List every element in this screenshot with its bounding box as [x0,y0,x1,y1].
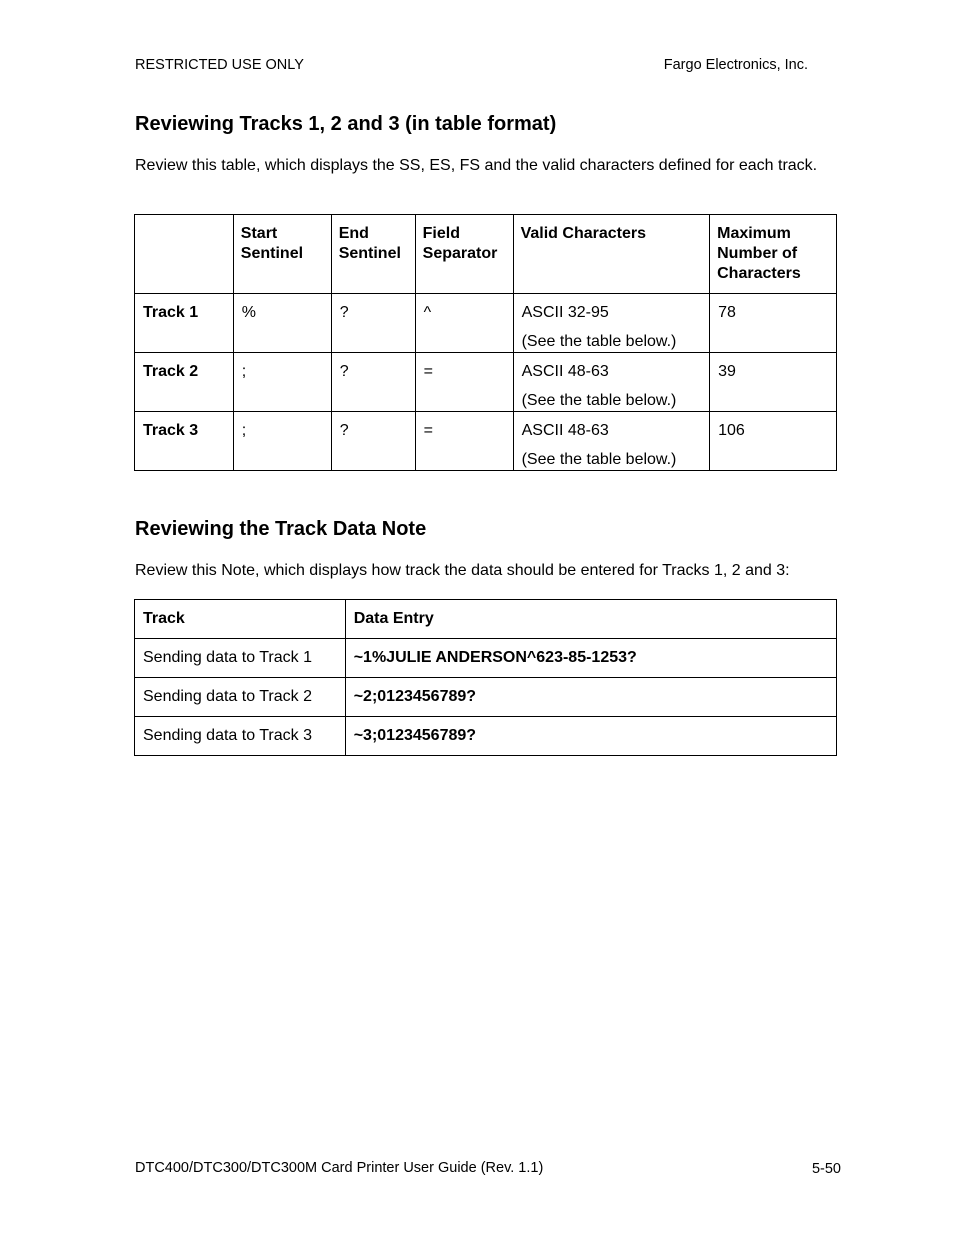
valid-characters-cell [513,353,710,412]
section-title-tracks: Reviewing Tracks 1, 2 and 3 (in table format) [135,113,557,135]
data-entry-value: ~1%JULIE ANDERSON^623-85-1253? [345,639,836,678]
valid-characters-note: (See the table below.) [521,451,677,468]
table-row [135,294,837,353]
table-row [135,678,837,717]
table-row [135,717,837,756]
start-sentinel-value: % [233,294,331,353]
valid-characters-value: ASCII 48-63 [521,363,609,380]
data-entry-value: ~2;0123456789? [345,678,836,717]
table-row [135,353,837,412]
tracks-table [134,214,837,471]
track-label: Track 3 [135,412,234,471]
max-characters-value: 78 [710,294,837,353]
valid-characters-value: ASCII 48-63 [521,422,609,439]
header-cell-empty [135,215,234,294]
data-entry-value: ~3;0123456789? [345,717,836,756]
field-separator-value: = [415,353,513,412]
footer-page-number: 5-50 [811,1161,841,1177]
start-sentinel-value: ; [233,353,331,412]
end-sentinel-value: ? [331,294,415,353]
start-sentinel-value: ; [233,412,331,471]
header-restricted: RESTRICTED USE ONLY [135,57,304,73]
section-title-track-data-note: Reviewing the Track Data Note [135,518,427,540]
section-intro-track-data-note: Review this Note, which displays how track the data should be entered for Tracks 1, 2 and 3: [135,562,790,579]
max-characters-value: 39 [710,353,837,412]
table-row [135,639,837,678]
header-cell-end-sentinel: End Sentinel [331,215,415,294]
field-separator-value: = [415,412,513,471]
track-description: Sending data to Track 3 [135,717,346,756]
end-sentinel-value: ? [331,412,415,471]
valid-characters-value: ASCII 32-95 [521,304,609,321]
header-cell-data-entry: Data Entry [345,600,836,639]
header-company: Fargo Electronics, Inc. [663,57,808,73]
track-label: Track 2 [135,353,234,412]
header-cell-max-characters: Maximum Number of Characters [710,215,837,294]
header-cell-field-separator: Field Separator [415,215,513,294]
track-description: Sending data to Track 1 [135,639,346,678]
field-separator-value: ^ [415,294,513,353]
section-intro-tracks: Review this table, which displays the SS, ES, FS and the valid characters defined for each track. [135,157,818,174]
end-sentinel-value: ? [331,353,415,412]
valid-characters-note: (See the table below.) [521,333,677,350]
tracks-table-header-row [135,215,837,294]
track-data-table [134,599,837,756]
table-row [135,412,837,471]
header-cell-start-sentinel: Start Sentinel [233,215,331,294]
track-label: Track 1 [135,294,234,353]
max-characters-value: 106 [710,412,837,471]
footer-document-title: DTC400/DTC300/DTC300M Card Printer User Guide (Rev. 1.1) [135,1160,544,1176]
valid-characters-cell [513,412,710,471]
track-description: Sending data to Track 2 [135,678,346,717]
valid-characters-note: (See the table below.) [521,392,677,409]
header-cell-valid-characters: Valid Characters [513,215,710,294]
valid-characters-cell [513,294,710,353]
header-cell-track: Track [135,600,346,639]
track-data-header-row [135,600,837,639]
